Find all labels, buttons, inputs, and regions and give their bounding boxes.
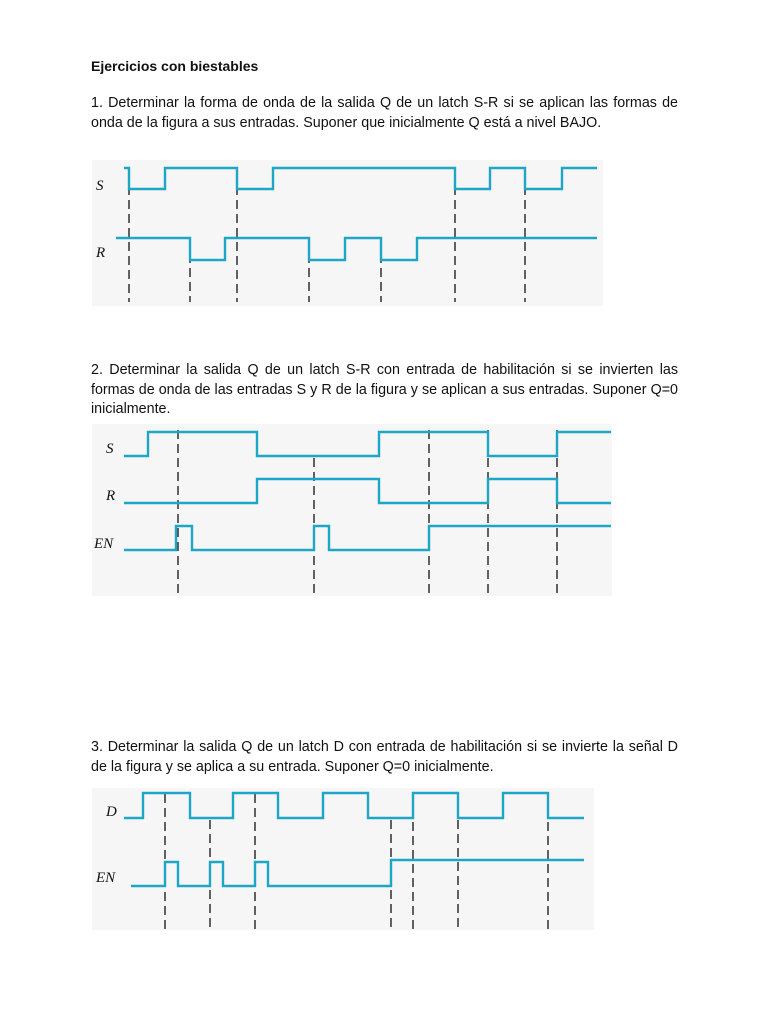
timing-diagram-1 xyxy=(92,160,603,306)
timing-diagram-3 xyxy=(92,788,594,930)
signal-label-r: R xyxy=(106,488,116,504)
signal-label-r: R xyxy=(96,245,106,261)
signal-label-en: EN xyxy=(94,536,114,552)
exercise-3-text: 3. Determinar la salida Q de un latch D con entrada de habilitación si se invierte la señal D de la figura y se aplica a su entrada. Suponer Q=0 inicialmente. xyxy=(91,739,678,775)
exercise-1-text: 1. Determinar la forma de onda de la salida Q de un latch S-R si se aplican las formas de onda de la figura a sus entradas. Suponer que inicialmente Q está a nivel BAJO. xyxy=(91,95,678,131)
signal-label-d: D xyxy=(106,804,117,820)
exercise-2-text: 2. Determinar la salida Q de un latch S-R con entrada de habilitación si se invierten las formas de onda de las entradas S y R de la figura y se aplican a sus entradas. Suponer Q=0 inicialmente. xyxy=(91,362,678,417)
signal-label-s: S xyxy=(96,178,104,194)
signal-label-s: S xyxy=(106,441,114,457)
signal-label-en: EN xyxy=(96,870,116,886)
timing-diagram-2 xyxy=(92,424,612,596)
document-title: Ejercicios con biestables xyxy=(91,58,259,74)
